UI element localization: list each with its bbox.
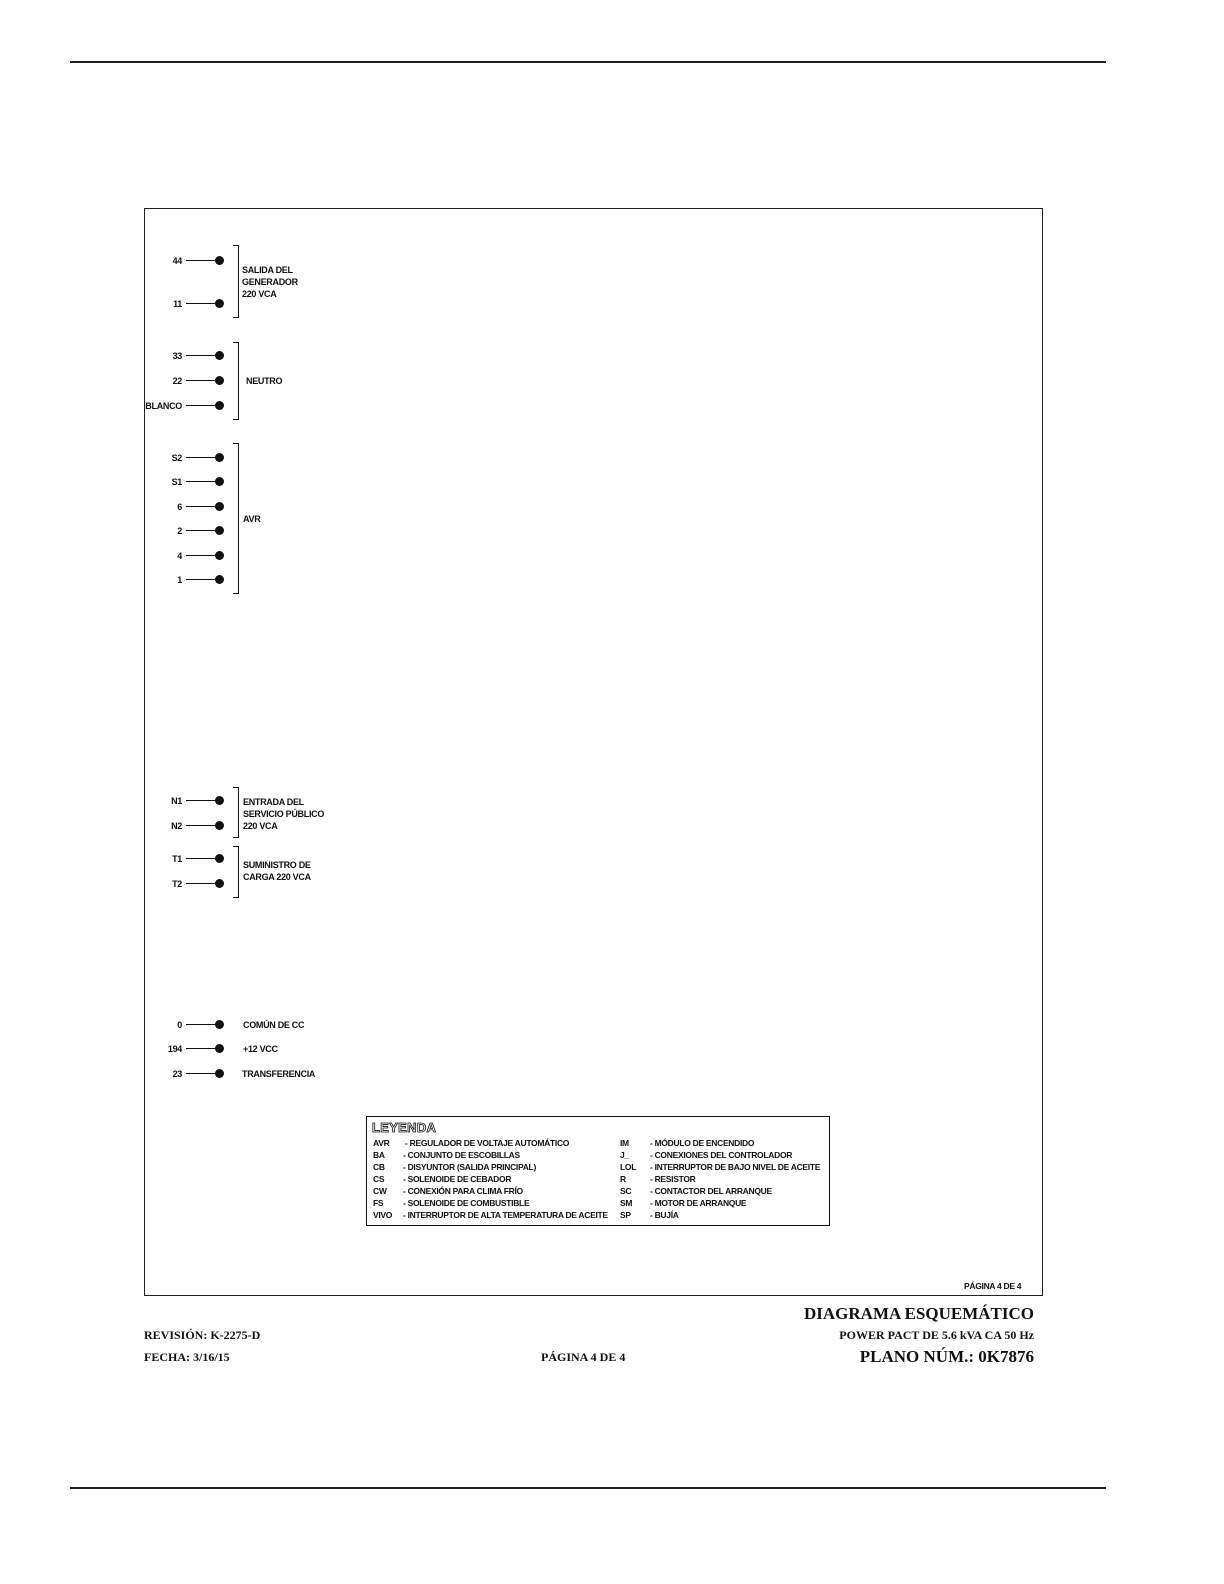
legend-title: LEYENDA	[372, 1120, 437, 1135]
group-bracket-avr	[233, 443, 239, 594]
legend-desc: - INTERRUPTOR DE BAJO NIVEL DE ACEITE	[650, 1162, 821, 1172]
legend-row	[373, 1137, 608, 1149]
legend-abbr: IM	[620, 1138, 629, 1148]
terminal-label: N1	[171, 796, 182, 806]
terminal-dot	[215, 351, 224, 360]
wire-line	[186, 260, 216, 261]
terminal-dot	[215, 1020, 224, 1029]
group-bracket-neutral	[233, 342, 239, 420]
terminal-dot	[215, 854, 224, 863]
terminal-dot	[215, 401, 224, 410]
legend-row	[373, 1161, 608, 1173]
legend-abbr: AVR	[373, 1138, 390, 1148]
group-label-line: NEUTRO	[246, 376, 283, 386]
legend-row	[620, 1173, 820, 1185]
wire-line	[186, 457, 216, 458]
legend-abbr: LOL	[620, 1162, 637, 1172]
group-label-line: 220 VCA	[242, 289, 277, 299]
legend-row	[373, 1149, 608, 1161]
terminal-label: N2	[171, 821, 182, 831]
drawing-number: PLANO NÚM.: 0K7876	[859, 1347, 1034, 1366]
terminal-label: 44	[172, 256, 182, 266]
terminal-label: S2	[171, 453, 182, 463]
legend-right-column	[620, 1137, 820, 1221]
group-bracket-utility-input	[233, 787, 239, 838]
wire-line	[186, 481, 216, 482]
terminal-label: 23	[172, 1069, 182, 1079]
terminal-dot	[215, 1069, 224, 1078]
legend-desc: - CONJUNTO DE ESCOBILLAS	[403, 1150, 520, 1160]
legend-abbr: CS	[373, 1174, 385, 1184]
terminal-dot	[215, 1044, 224, 1053]
terminal-dot	[215, 879, 224, 888]
terminal-label: T1	[172, 854, 182, 864]
legend-desc: - CONEXIONES DEL CONTROLADOR	[650, 1150, 793, 1160]
terminal-dot	[215, 299, 224, 308]
group-label-neutral	[246, 375, 282, 387]
wire-line	[186, 1024, 216, 1025]
terminal-dot	[215, 575, 224, 584]
terminal-dot	[215, 376, 224, 385]
legend-box	[366, 1116, 830, 1226]
group-label-line: GENERADOR	[242, 277, 298, 287]
wire-line	[186, 506, 216, 507]
terminal-label: 33	[172, 351, 182, 361]
terminal-load-supply-0	[144, 852, 234, 866]
group-label-line: CARGA 220 VCA	[243, 872, 311, 882]
wire-line	[186, 883, 216, 884]
legend-abbr: R	[620, 1174, 626, 1184]
legend-desc: - SOLENOIDE DE COMBUSTIBLE	[403, 1198, 530, 1208]
legend-desc: - INTERRUPTOR DE ALTA TEMPERATURA DE ACEITE	[403, 1210, 608, 1220]
page-label: PÁGINA 4 DE 4	[541, 1350, 626, 1364]
terminal-label: 1	[177, 575, 182, 585]
terminal-transfer	[144, 1067, 234, 1081]
top-rule	[70, 61, 1106, 63]
legend-abbr: SP	[620, 1210, 631, 1220]
wire-line	[186, 555, 216, 556]
group-label-line: AVR	[243, 514, 261, 524]
legend-left-column	[373, 1137, 608, 1221]
legend-desc: - REGULADOR DE VOLTAJE AUTOMÁTICO	[403, 1138, 570, 1148]
group-bracket-load-supply	[233, 846, 239, 898]
legend-row	[373, 1197, 608, 1209]
legend-row	[373, 1173, 608, 1185]
group-label-generator-output	[242, 264, 298, 300]
terminal-dc-common	[144, 1018, 234, 1032]
legend-desc: - BUJÍA	[650, 1210, 679, 1220]
terminal-utility-input-0	[144, 794, 234, 808]
legend-row	[620, 1149, 820, 1161]
group-label-line: ENTRADA DEL	[243, 797, 304, 807]
group-label-load-supply	[243, 859, 311, 883]
terminal-label: T2	[172, 879, 182, 889]
legend-desc: - CONEXIÓN PARA CLIMA FRÍO	[403, 1186, 523, 1196]
legend-desc: - RESISTOR	[650, 1174, 696, 1184]
legend-abbr: SC	[620, 1186, 632, 1196]
legend-desc: - SOLENOIDE DE CEBADOR	[403, 1174, 512, 1184]
legend-desc: - MÓDULO DE ENCENDIDO	[650, 1138, 755, 1148]
legend-row	[373, 1209, 608, 1221]
terminal-dot	[215, 256, 224, 265]
terminal-neutral-2	[144, 399, 234, 413]
terminal-label: 194	[167, 1044, 182, 1054]
legend-abbr: CB	[373, 1162, 385, 1172]
terminal-generator-output-1	[144, 297, 234, 311]
terminal-neutral-0	[144, 349, 234, 363]
legend-row	[620, 1197, 820, 1209]
terminal-avr-2	[144, 500, 234, 514]
wire-line	[186, 1073, 216, 1074]
wire-line	[186, 800, 216, 801]
terminal-label: 2	[177, 526, 182, 536]
legend-abbr: CW	[373, 1186, 387, 1196]
terminal-dot	[215, 821, 224, 830]
group-bracket-generator-output	[233, 245, 239, 318]
legend-desc: - CONTACTOR DEL ARRANQUE	[650, 1186, 772, 1196]
legend-abbr: J_	[620, 1150, 629, 1160]
revision-label: REVISIÓN: K-2275-D	[144, 1328, 261, 1342]
terminal-avr-4	[144, 549, 234, 563]
wire-line	[186, 405, 216, 406]
terminal-dot	[215, 453, 224, 462]
terminal-load-supply-1	[144, 877, 234, 891]
legend-row	[620, 1209, 820, 1221]
terminal-label: 4	[177, 551, 182, 561]
legend-desc: - MOTOR DE ARRANQUE	[650, 1198, 747, 1208]
terminal-avr-1	[144, 475, 234, 489]
terminal-utility-input-1	[144, 819, 234, 833]
legend-abbr: VIVO	[373, 1210, 393, 1220]
terminal-label: BLANCO	[145, 401, 182, 411]
signal-label-dc-common: COMÚN DE CC	[243, 1020, 305, 1030]
terminal-label: S1	[171, 477, 182, 487]
wire-line	[186, 380, 216, 381]
drawing-title: DIAGRAMA ESQUEMÁTICO	[804, 1304, 1034, 1323]
terminal-label: 22	[172, 376, 182, 386]
drawing-subtitle: POWER PACT DE 5.6 kVA CA 50 Hz	[839, 1328, 1034, 1342]
terminal-dot	[215, 551, 224, 560]
date-label: FECHA: 3/16/15	[144, 1350, 230, 1364]
legend-row	[620, 1161, 820, 1173]
terminal-plus-12vdc	[144, 1042, 234, 1056]
legend-abbr: FS	[373, 1198, 384, 1208]
group-label-line: SERVICIO PÚBLICO	[243, 809, 325, 819]
legend-row	[620, 1185, 820, 1197]
terminal-avr-5	[144, 573, 234, 587]
wire-line	[186, 1048, 216, 1049]
wire-line	[186, 303, 216, 304]
legend-abbr: BA	[373, 1150, 385, 1160]
terminal-avr-0	[144, 451, 234, 465]
group-label-utility-input	[243, 796, 324, 832]
legend-abbr: SM	[620, 1198, 633, 1208]
signal-label-plus-12vdc: +12 VCC	[243, 1044, 278, 1054]
wire-line	[186, 825, 216, 826]
terminal-dot	[215, 796, 224, 805]
terminal-dot	[215, 502, 224, 511]
legend-row	[373, 1185, 608, 1197]
terminal-avr-3	[144, 524, 234, 538]
wire-line	[186, 579, 216, 580]
terminal-label: 0	[177, 1020, 182, 1030]
wire-line	[186, 858, 216, 859]
wire-line	[186, 530, 216, 531]
group-label-line: 220 VCA	[243, 821, 278, 831]
terminal-label: 11	[173, 299, 182, 309]
terminal-generator-output-0	[144, 254, 234, 268]
inner-page-label: PÁGINA 4 DE 4	[964, 1281, 1022, 1291]
group-label-line: SALIDA DEL	[242, 265, 293, 275]
legend-desc: - DISYUNTOR (SALIDA PRINCIPAL)	[403, 1162, 536, 1172]
legend-row	[620, 1137, 820, 1149]
terminal-dot	[215, 477, 224, 486]
wire-line	[186, 355, 216, 356]
terminal-dot	[215, 526, 224, 535]
terminal-neutral-1	[144, 374, 234, 388]
terminal-label: 6	[177, 502, 182, 512]
group-label-avr	[243, 513, 260, 525]
signal-label-transfer: TRANSFERENCIA	[242, 1069, 316, 1079]
bottom-rule	[70, 1487, 1106, 1489]
group-label-line: SUMINISTRO DE	[243, 860, 311, 870]
